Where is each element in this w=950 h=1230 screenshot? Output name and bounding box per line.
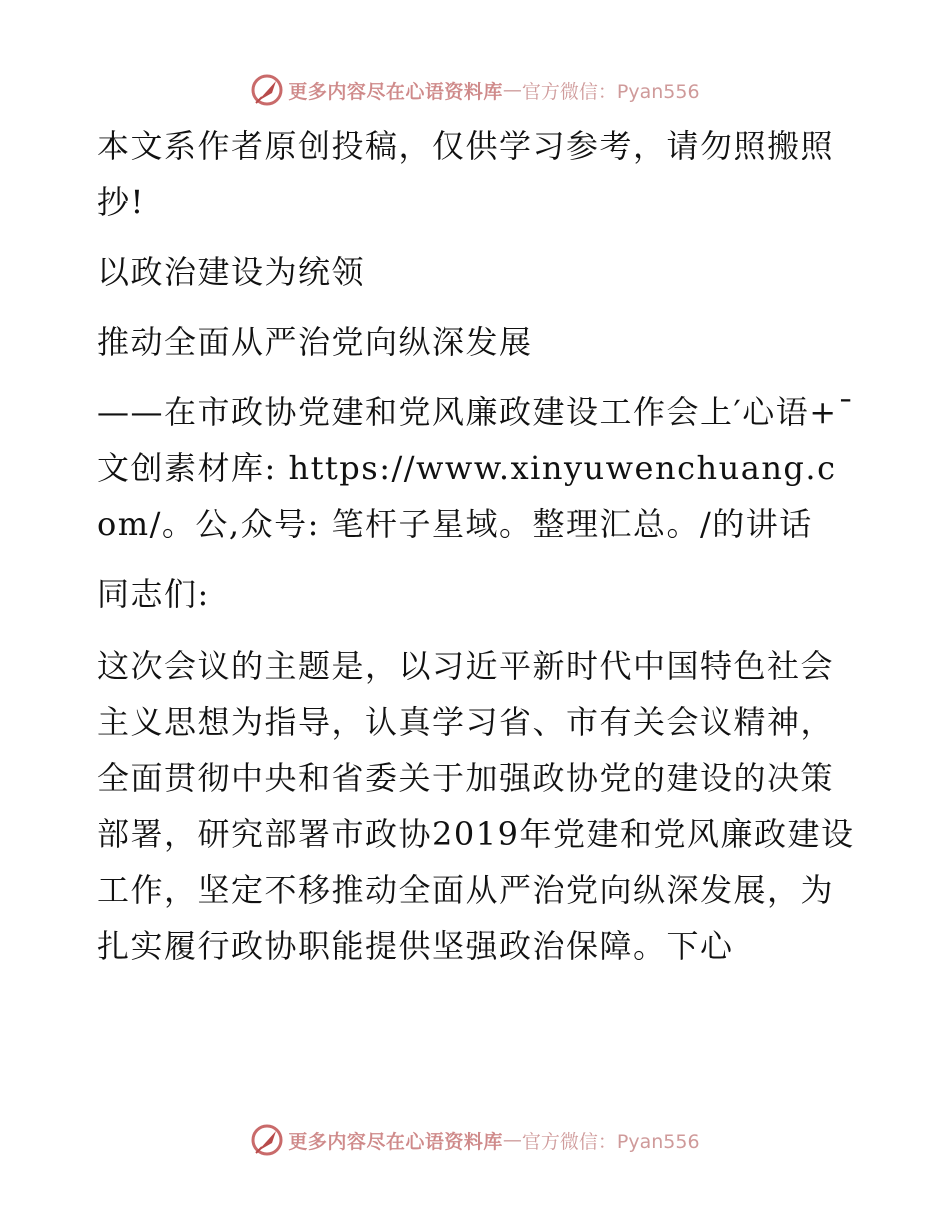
banner-title: 更多内容尽在心语资料库	[288, 1130, 503, 1153]
banner-dash: —	[502, 1129, 522, 1151]
footer-banner	[0, 1118, 950, 1162]
header-banner	[0, 68, 950, 112]
salutation: 同志们:	[97, 575, 210, 613]
banner-title: 更多内容尽在心语资料库	[288, 80, 503, 103]
quill-logo-icon	[250, 1123, 284, 1157]
subtitle-paragraph: ——在市政协党建和党风廉政建设工作会上′心语+¯文创素材库: https://www.xinyuwenchuang.com/。公,众号: 笔杆子星域。整理汇总。/的讲话	[97, 393, 856, 543]
document-body	[97, 118, 857, 974]
banner-dash: —	[502, 79, 522, 101]
title-line-1: 以政治建设为统领	[97, 253, 366, 291]
banner-wechat: 官方微信：Pyan556	[521, 80, 700, 103]
body-paragraph: 这次会议的主题是，以习近平新时代中国特色社会主义思想为指导，认真学习省、市有关会议精神，全面贯彻中央和省委关于加强政协党的建设的决策部署，研究部署市政协2019年党建和党风廉政建设工作，坚定不移推动全面从严治党向纵深发展，为扎实履行政协职能提供坚强政治保障。下心	[97, 647, 855, 965]
title-line-2: 推动全面从严治党向纵深发展	[97, 323, 533, 361]
banner-wechat: 官方微信：Pyan556	[521, 1130, 700, 1153]
notice-paragraph: 本文系作者原创投稿，仅供学习参考，请勿照搬照抄!	[97, 127, 835, 221]
quill-logo-icon	[250, 73, 284, 107]
